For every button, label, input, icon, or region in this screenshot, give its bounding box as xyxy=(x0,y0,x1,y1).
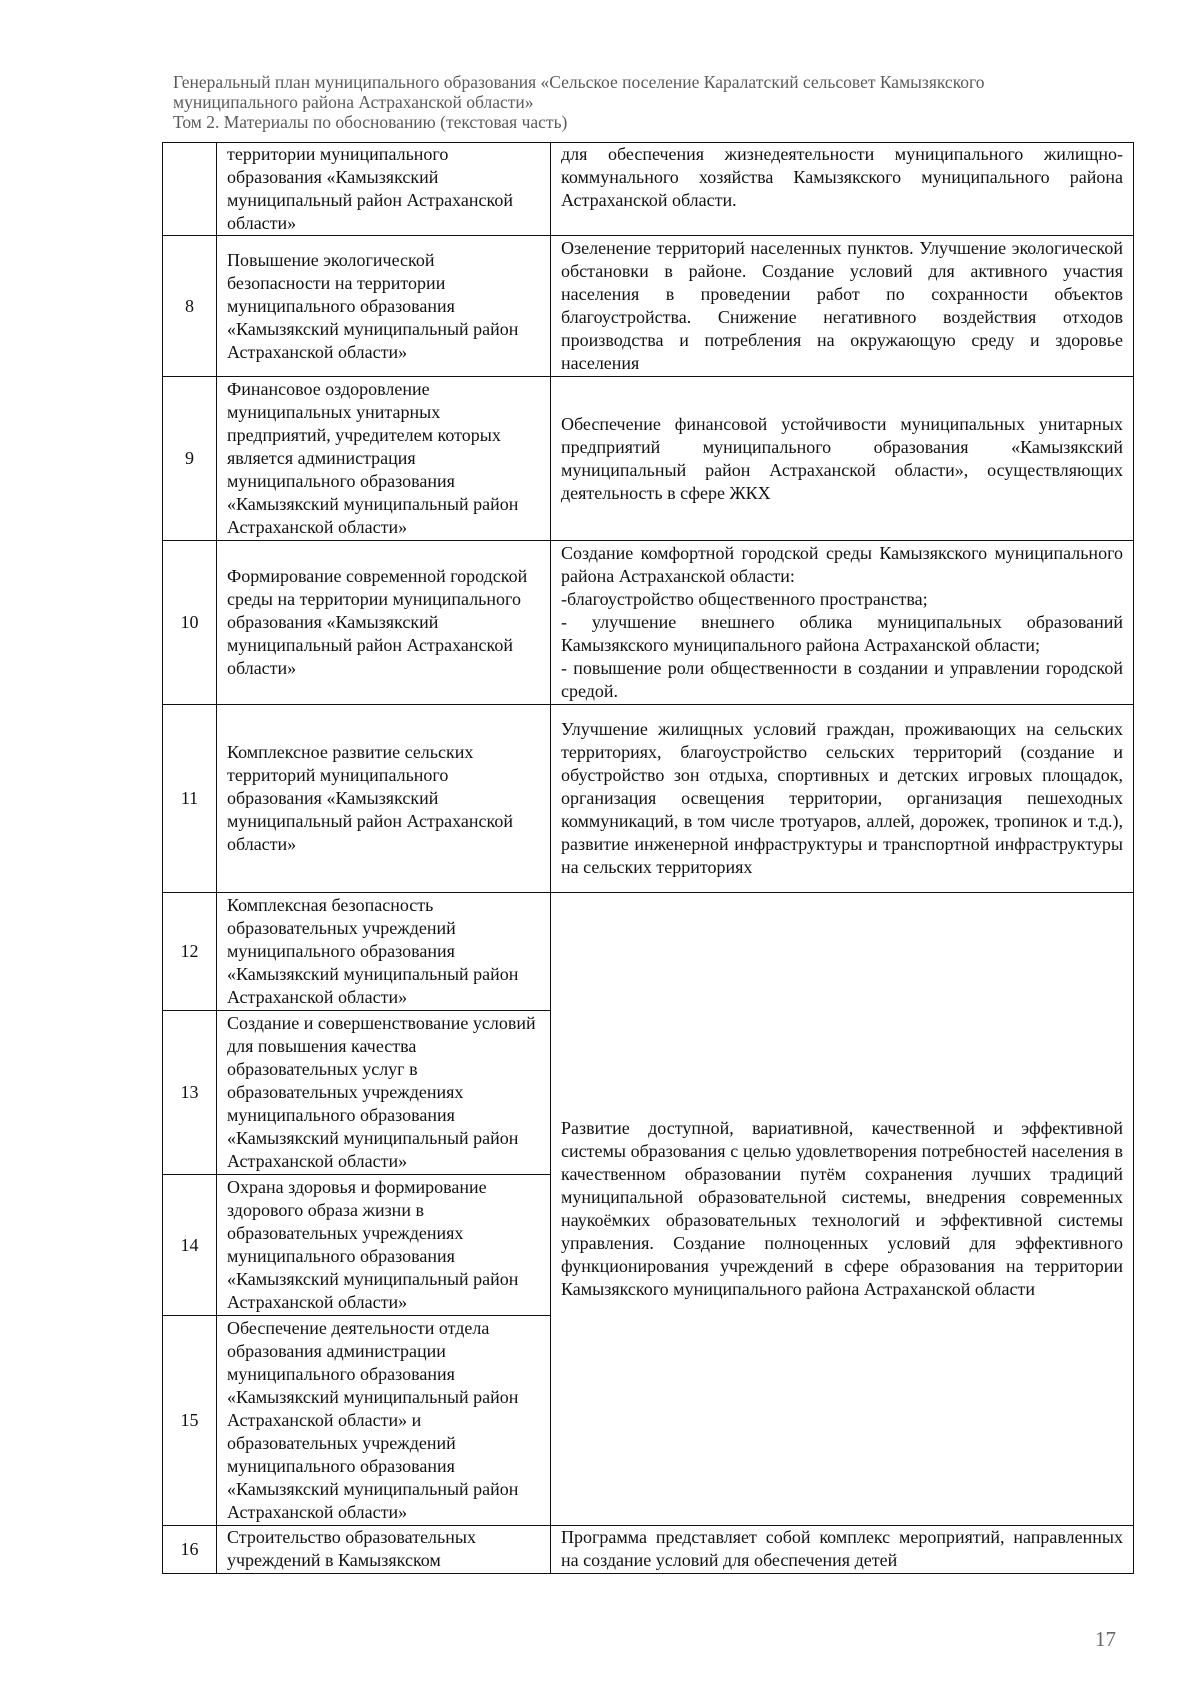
description-paragraph: Создание комфортной городской среды Камызякского муниципального района Астраханской области: xyxy=(561,543,1123,586)
table-row xyxy=(163,236,1134,377)
program-name: Финансовое оздоровление муниципальных унитарных предприятий, учредителем которых является администрация муниципального образования «Камызякский муниципальный район Астраханской области» xyxy=(217,377,551,541)
program-name: Повышение экологической безопасности на территории муниципального образования «Камызякский муниципальный район Астраханской области» xyxy=(217,236,551,377)
row-number: 10 xyxy=(163,541,217,705)
program-name: Обеспечение деятельности отдела образования администрации муниципального образования «Камызякский муниципальный район Астраханской области» и образовательных учреждений муниципального образования «Камызякский муниципальный район Астраханской области» xyxy=(217,1316,551,1526)
row-number: 11 xyxy=(163,705,217,893)
program-name: Комплексная безопасность образовательных учреждений муниципального образования «Камызякский муниципальный район Астраханской области» xyxy=(217,893,551,1011)
table-row xyxy=(163,705,1134,893)
header-line-3: Том 2. Материалы по обоснованию (текстовая часть) xyxy=(173,112,568,132)
row-number xyxy=(163,143,217,236)
description-paragraph: для обеспечения жизнедеятельности муниципального жилищно-коммунального хозяйства Камызякского муниципального района Астраханской области. xyxy=(561,144,1123,210)
row-number: 13 xyxy=(163,1011,217,1175)
description-paragraph: - улучшение внешнего облика муниципальных образований Камызякского муниципального района Астраханской области; xyxy=(561,612,1123,655)
row-number: 9 xyxy=(163,377,217,541)
description-paragraph: Развитие доступной, вариативной, качественной и эффективной системы образования с целью удовлетворения потребностей населения в качественном образовании путём сохранения лучших традиций муниципальной образовательной системы, внедрения современных наукоёмких образовательных технологий и эффективной системы управления. Создание полноценных условий для эффективного функционирования учреждений в сфере образования на территории Камызякского муниципального района Астраханской области xyxy=(561,1118,1123,1299)
program-description xyxy=(551,705,1134,893)
table-row xyxy=(163,143,1134,236)
program-description xyxy=(551,541,1134,705)
row-number: 15 xyxy=(163,1316,217,1526)
page-number: 17 xyxy=(1095,1627,1116,1651)
row-number: 16 xyxy=(163,1526,217,1574)
table-row xyxy=(163,377,1134,541)
row-number: 12 xyxy=(163,893,217,1011)
description-paragraph: - повышение роли общественности в создании и управлении городской средой. xyxy=(561,658,1123,701)
programs-table xyxy=(162,142,1134,1574)
description-paragraph: Озеленение территорий населенных пунктов. Улучшение экологической обстановки в районе. Создание условий для активного участия населения в проведении работ по сохранности объектов благоустройства. Снижение негативного воздействия отходов производства и потребления на окружающую среду и здоровье населения xyxy=(561,238,1123,373)
program-description-merged xyxy=(551,893,1134,1526)
description-paragraph: Программа представляет собой комплекс мероприятий, направленных на создание условий для обеспечения детей xyxy=(561,1527,1123,1570)
program-description xyxy=(551,1526,1134,1574)
header-line-2: муниципального района Астраханской области» xyxy=(173,92,534,112)
program-description xyxy=(551,377,1134,541)
table-row xyxy=(163,893,1134,1011)
header-line-1: Генеральный план муниципального образования «Сельское поселение Каралатский сельсовет Камызякского xyxy=(173,72,985,92)
row-number: 14 xyxy=(163,1175,217,1316)
program-name: территории муниципального образования «Камызякский муниципальный район Астраханской области» xyxy=(217,143,551,236)
program-name: Формирование современной городской среды на территории муниципального образования «Камызякский муниципальный район Астраханской области» xyxy=(217,541,551,705)
description-paragraph: -благоустройство общественного пространства; xyxy=(561,589,928,609)
description-paragraph: Улучшение жилищных условий граждан, проживающих на сельских территориях, благоустройство сельских территорий (создание и обустройство зон отдыха, спортивных и детских игровых площадок, организация освещения территории, организация пешеходных коммуникаций, в том числе тротуаров, аллей, дорожек, тропинок и т.д.), развитие инженерной инфраструктуры и транспортной инфраструктуры на сельских территориях xyxy=(561,719,1123,877)
description-paragraph: Обеспечение финансовой устойчивости муниципальных унитарных предприятий муниципального образования «Камызякский муниципальный район Астраханской области», осуществляющих деятельность в сфере ЖКХ xyxy=(561,413,1123,503)
table-row xyxy=(163,541,1134,705)
document-header xyxy=(173,72,1133,132)
program-description xyxy=(551,236,1134,377)
row-number: 8 xyxy=(163,236,217,377)
program-name: Строительство образовательных учреждений в Камызякском xyxy=(217,1526,551,1574)
table-row xyxy=(163,1526,1134,1574)
program-name: Комплексное развитие сельских территорий муниципального образования «Камызякский муниципальный район Астраханской области» xyxy=(217,705,551,893)
program-name: Создание и совершенствование условий для повышения качества образовательных услуг в образовательных учреждениях муниципального образования «Камызякский муниципальный район Астраханской области» xyxy=(217,1011,551,1175)
program-name: Охрана здоровья и формирование здорового образа жизни в образовательных учреждениях муниципального образования «Камызякский муниципальный район Астраханской области» xyxy=(217,1175,551,1316)
program-description xyxy=(551,143,1134,236)
